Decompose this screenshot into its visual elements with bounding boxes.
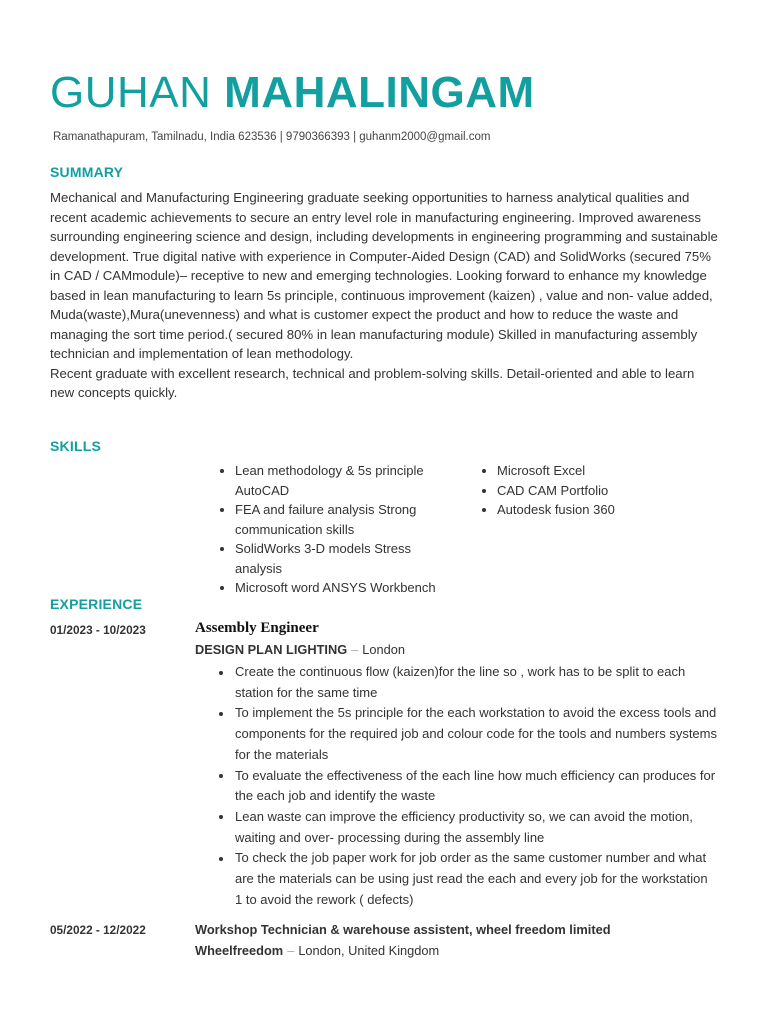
- job-dates: 01/2023 - 10/2023: [50, 623, 146, 637]
- separator: –: [351, 642, 359, 657]
- company-name: DESIGN PLAN LIGHTING: [195, 642, 348, 657]
- experience-heading: EXPERIENCE: [50, 596, 143, 612]
- skill-item: FEA and failure analysis Strong communication skills: [218, 500, 458, 539]
- summary-heading: SUMMARY: [50, 164, 124, 180]
- skill-item: Lean methodology & 5s principle AutoCAD: [218, 461, 458, 500]
- company-location: London, United Kingdom: [298, 943, 440, 958]
- company-location: London: [362, 642, 405, 657]
- responsibility-item: Lean waste can improve the efficiency productivity so, we can avoid the motion, waiting and over- processing during the assembly line: [218, 807, 718, 848]
- first-name: GUHAN: [50, 68, 212, 117]
- skills-heading: SKILLS: [50, 438, 101, 454]
- contact-line: Ramanathapuram, Tamilnadu, India 623536 | 9790366393 | guhanm2000@gmail.com: [53, 131, 491, 143]
- job-responsibilities: [218, 662, 718, 910]
- job-title: Assembly Engineer: [195, 620, 319, 636]
- last-name: MAHALINGAM: [224, 68, 535, 117]
- skill-item: CAD CAM Portfolio: [480, 481, 720, 501]
- separator: –: [287, 943, 295, 958]
- skills-list-left: [218, 461, 458, 598]
- skill-item: SolidWorks 3-D models Stress analysis: [218, 539, 458, 578]
- responsibility-item: To check the job paper work for job order as the same customer number and what are the materials can be using just read the each and every job for the workstation 1 to avoid the rework ( defects): [218, 848, 718, 910]
- company-line: [195, 943, 439, 958]
- skill-item: Microsoft word ANSYS Workbench: [218, 578, 458, 598]
- company-name: Wheelfreedom: [195, 943, 284, 958]
- company-line: [195, 642, 405, 657]
- summary-paragraph: Mechanical and Manufacturing Engineering graduate seeking opportunities to harness analytical qualities and recent academic achievements to secure an entry level role in manufacturing engineering. Improved awareness surrounding engineering science and design, including developments in engineering programming and sustainable development. True digital native with experience in Computer-Aided Design (CAD) and SolidWorks (secured 75% in CAD / CAMmodule)– receptive to new and emerging technologies. Looking forward to enhance my knowledge based in lean manufacturing to learn 5s principle, continuous improvement (kaizen) , value and non- value added, Muda(waste),Mura(unevenness) and what is customer expect the product and how to reduce the waste and managing the sort time period.( secured 80% in lean manufacturing module) Skilled in manufacturing assembly technician and implementation of lean methodology.: [50, 190, 718, 361]
- summary-text: [50, 188, 720, 403]
- responsibility-item: To evaluate the effectiveness of the each line how much efficiency can produces for the each job and identify the waste: [218, 766, 718, 807]
- skill-item: Microsoft Excel: [480, 461, 720, 481]
- candidate-name: [50, 66, 535, 120]
- responsibility-item: Create the continuous flow (kaizen)for the line so , work has to be split to each station for the same time: [218, 662, 718, 703]
- skills-list-right: [480, 461, 720, 520]
- job-dates: 05/2022 - 12/2022: [50, 923, 146, 937]
- job-title: Workshop Technician & warehouse assistent, wheel freedom limited: [195, 922, 611, 937]
- summary-paragraph: Recent graduate with excellent research, technical and problem-solving skills. Detail-oriented and able to learn new concepts quickly.: [50, 365, 695, 400]
- skill-item: Autodesk fusion 360: [480, 500, 720, 520]
- responsibility-item: To implement the 5s principle for the each workstation to avoid the excess tools and components for the required job and colour code for the tools and numbers systems for the materials: [218, 703, 718, 765]
